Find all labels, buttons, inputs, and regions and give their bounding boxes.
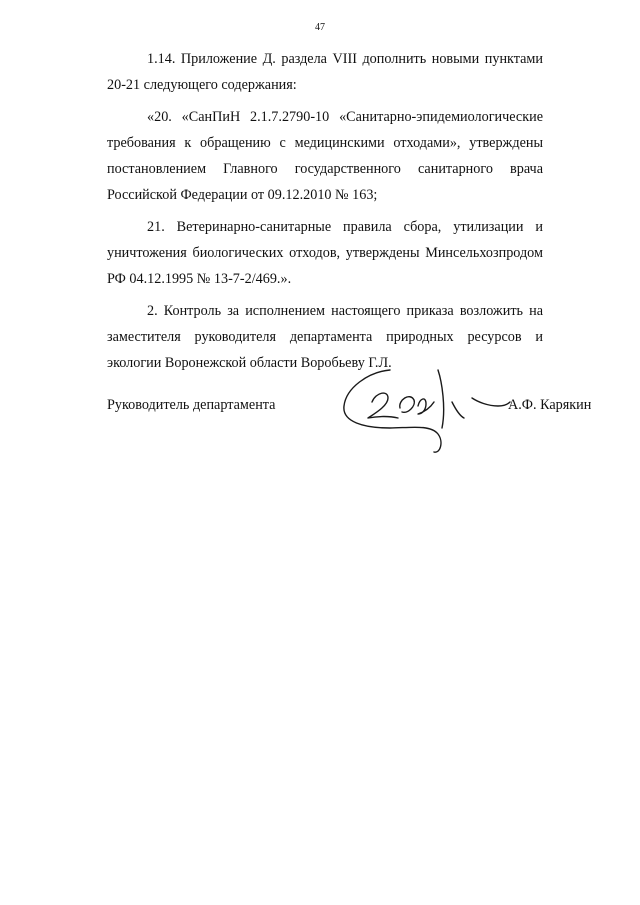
document-body <box>107 46 543 376</box>
paragraph-1-14: 1.14. Приложение Д. раздела VIII дополнить новыми пунктами 20-21 следующего содержания: <box>107 51 543 93</box>
paragraph-2-control: 2. Контроль за исполнением настоящего приказа возложить на заместителя руководителя департамента природных ресурсов и экологии Воронежской области Воробьеву Г.Л. <box>107 303 543 371</box>
signatory-position: Руководитель департамента <box>107 397 276 413</box>
page-number: 47 <box>315 22 325 33</box>
signatory-name: А.Ф. Карякин <box>508 397 592 413</box>
handwritten-signature <box>338 362 518 457</box>
paragraph-item-20: «20. «СанПиН 2.1.7.2790-10 «Санитарно-эпидемиологические требования к обращению с медицинскими отходами», утверждены постановлением Главного государственного санитарного врача Российской Федерации от 09.12.2010 № 163; <box>107 109 543 203</box>
paragraph-item-21: 21. Ветеринарно-санитарные правила сбора, утилизации и уничтожения биологических отходов, утверждены Минсельхозпродом РФ 04.12.1995 № 13-7-2/469.». <box>107 219 543 287</box>
